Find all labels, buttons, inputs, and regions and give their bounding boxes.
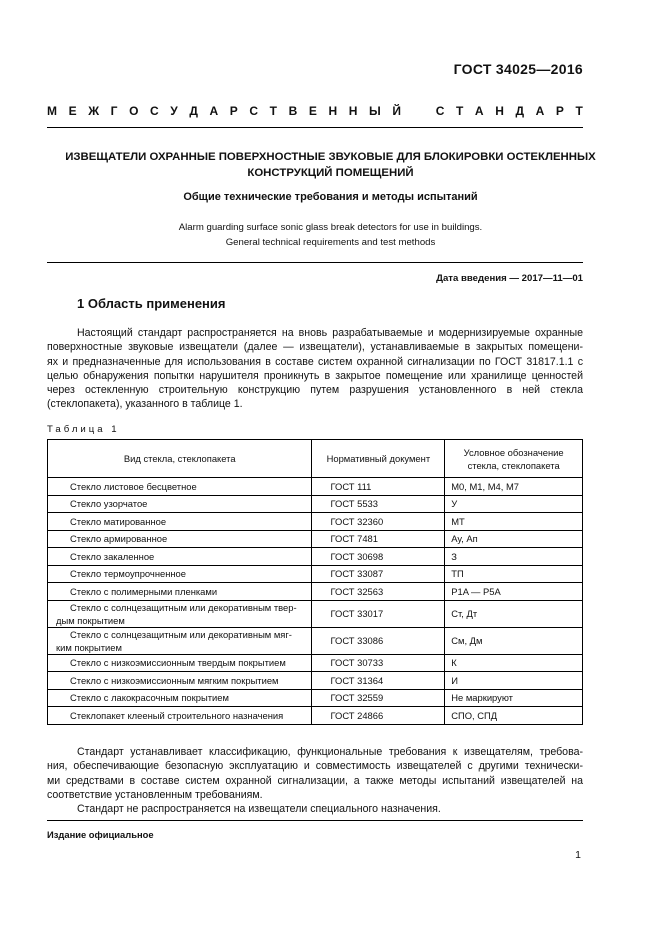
banner-letter: Р [229, 104, 238, 118]
english-title-line: General technical requirements and test methods [225, 237, 436, 248]
table-row [48, 672, 583, 690]
cell-designation: М0, М1, М4, М7 [445, 478, 583, 496]
table-row [48, 627, 583, 654]
banner-letter: С [435, 104, 445, 118]
table-row [48, 548, 583, 566]
banner-letter: Д [189, 104, 198, 118]
cell-normative-doc: ГОСТ 5533 [312, 495, 445, 513]
header-line: стекла, стеклопакета [467, 459, 560, 471]
cell-designation: СПО, СПД [445, 707, 583, 725]
cell-designation: См, Дм [445, 627, 583, 654]
document-title [47, 149, 614, 181]
table-row [48, 495, 583, 513]
standard-number: ГОСТ 34025—2016 [453, 61, 583, 77]
cell-glass-type: Стекло армированное [48, 530, 312, 548]
cell-glass-type: Стекло термоупрочненное [48, 565, 312, 583]
title-line: КОНСТРУКЦИЙ ПОМЕЩЕНИЙ [247, 167, 414, 179]
banner-letter: Ж [88, 104, 100, 118]
cell-line: Стекло с солнцезащитным или декоративным мяг- [70, 628, 292, 640]
cell-normative-doc: ГОСТ 32563 [312, 583, 445, 601]
cell-normative-doc: ГОСТ 32360 [312, 513, 445, 531]
banner-letter: А [209, 104, 219, 118]
cell-normative-doc: ГОСТ 111 [312, 478, 445, 496]
glass-types-table [47, 439, 583, 725]
section-heading: 1 Область применения [77, 296, 226, 311]
table-row [48, 565, 583, 583]
banner-letter: Н [495, 104, 504, 118]
cell-glass-type: Стекло закаленное [48, 548, 312, 566]
footer-rule [47, 820, 583, 821]
table-caption: Таблица 1 [47, 424, 120, 435]
banner-letter: Н [348, 104, 358, 118]
cell-glass-type: Стекло с низкоэмиссионным мягким покрытием [48, 672, 312, 690]
banner-letter: Т [575, 104, 583, 118]
cell-normative-doc: ГОСТ 30733 [312, 654, 445, 672]
paragraph-line: поверхностные звуковые извещатели (далее — извещатели), устанавливаемые в закрытых помещени- [47, 341, 583, 354]
cell-glass-type: Стекло листовое бесцветное [48, 478, 312, 496]
banner-letter: В [288, 104, 298, 118]
banner-letter: С [249, 104, 259, 118]
cell-normative-doc: ГОСТ 32559 [312, 689, 445, 707]
cell-glass-type: Стеклопакет клееный строительного назначения [48, 707, 312, 725]
top-rule [47, 127, 583, 128]
paragraph-line: соответствие установленным требованиям. [47, 788, 263, 801]
cell-glass-type [48, 627, 312, 654]
document-subtitle: Общие технические требования и методы испытаний [183, 191, 478, 203]
cell-designation: Ст, Дт [445, 600, 583, 627]
cell-glass-type: Стекло с лакокрасочным покрытием [48, 689, 312, 707]
cell-designation: МТ [445, 513, 583, 531]
cell-normative-doc: ГОСТ 31364 [312, 672, 445, 690]
banner-letter: Р [555, 104, 564, 118]
header-glass-type: Вид стекла, стеклопакета [48, 440, 312, 478]
banner-letter: У [170, 104, 178, 118]
cell-designation: Не маркируют [445, 689, 583, 707]
cell-normative-doc: ГОСТ 33087 [312, 565, 445, 583]
cell-designation: К [445, 654, 583, 672]
scope-paragraph [47, 326, 583, 412]
banner-letter: Ы [368, 104, 381, 118]
paragraph-line: ми средствами в составе систем охранной сигнализации, а также методы испытаний извещателей на [47, 774, 583, 787]
cell-designation: Ау, Ап [445, 530, 583, 548]
banner-letter: Й [392, 104, 401, 118]
header-designation [445, 440, 583, 478]
banner-letter: Е [308, 104, 317, 118]
cell-designation: У [445, 495, 583, 513]
requirements-paragraph [47, 745, 583, 816]
cell-designation: З [445, 548, 583, 566]
table-row [48, 654, 583, 672]
introduction-date: Дата введения — 2017—11—01 [436, 273, 583, 284]
intro-rule [47, 262, 583, 263]
cell-glass-type [48, 600, 312, 627]
table-row [48, 600, 583, 627]
banner-letter: М [47, 104, 57, 118]
table-row [48, 707, 583, 725]
cell-glass-type: Стекло с полимерными пленками [48, 583, 312, 601]
banner-letter: Г [110, 104, 118, 118]
banner-letter: Т [269, 104, 277, 118]
banner-letter: А [535, 104, 545, 118]
table-row [48, 583, 583, 601]
cell-designation: P1A — P5A [445, 583, 583, 601]
table-row [48, 530, 583, 548]
cell-normative-doc: ГОСТ 7481 [312, 530, 445, 548]
edition-label: Издание официальное [47, 829, 154, 840]
paragraph-line: Стандарт устанавливает классификацию, функциональные требования к извещателям, требова- [77, 746, 583, 758]
paragraph-line: ния, обеспечивающие безопасную эксплуатацию и совместимость извещателей с другими технически- [47, 760, 583, 773]
table-header-row [48, 440, 583, 478]
banner-letter: Е [68, 104, 77, 118]
header-normative-doc: Нормативный документ [312, 440, 445, 478]
cell-line: дым покрытием [56, 614, 125, 626]
table-row [48, 513, 583, 531]
paragraph-line: ях и предназначенные для использования в составе систем охранной сигнализации по ГОСТ 31817.1.1 с [47, 355, 583, 368]
banner-letter: Н [328, 104, 338, 118]
table-row [48, 478, 583, 496]
table-row [48, 689, 583, 707]
title-line: ИЗВЕЩАТЕЛИ ОХРАННЫЕ ПОВЕРХНОСТНЫЕ ЗВУКОВЫЕ ДЛЯ БЛОКИРОВКИ ОСТЕКЛЕННЫХ [65, 151, 596, 163]
cell-line: ким покрытием [56, 641, 122, 653]
cell-normative-doc: ГОСТ 24866 [312, 707, 445, 725]
paragraph-line: через остекленную строительную конструкцию путем разрушения установленного в ней стекла [47, 384, 583, 397]
paragraph-line: целью обнаружения попытки нарушителя проникнуть в закрытое помещение или хранилище ценностей [47, 369, 583, 382]
english-title-line: Alarm guarding surface sonic glass break detectors for use in buildings. [178, 222, 483, 233]
banner-letter: О [129, 104, 139, 118]
cell-normative-doc: ГОСТ 30698 [312, 548, 445, 566]
paragraph-line: Стандарт не распространяется на извещатели специального назначения. [77, 803, 441, 816]
page-number: 1 [575, 849, 581, 861]
cell-designation: ТП [445, 565, 583, 583]
cell-normative-doc: ГОСТ 33086 [312, 627, 445, 654]
banner-letter: С [150, 104, 159, 118]
cell-designation: И [445, 672, 583, 690]
cell-line: Стекло с солнцезащитным или декоративным твер- [70, 601, 297, 613]
paragraph-line: Настоящий стандарт распространяется на вновь разрабатываемые и модернизируемые охранные [77, 327, 583, 339]
banner-letter: Т [455, 104, 464, 118]
english-title [47, 220, 614, 250]
cell-glass-type: Стекло матированное [48, 513, 312, 531]
interstate-standard-banner [47, 104, 583, 118]
cell-glass-type: Стекло узорчатое [48, 495, 312, 513]
cell-glass-type: Стекло с низкоэмиссионным твердым покрытием [48, 654, 312, 672]
cell-normative-doc: ГОСТ 33017 [312, 600, 445, 627]
banner-letter: А [474, 104, 484, 118]
paragraph-line: (стеклопакета), указанного в таблице 1. [47, 398, 243, 411]
header-line: Условное обозначение [463, 446, 564, 458]
banner-letter: Д [515, 104, 525, 118]
